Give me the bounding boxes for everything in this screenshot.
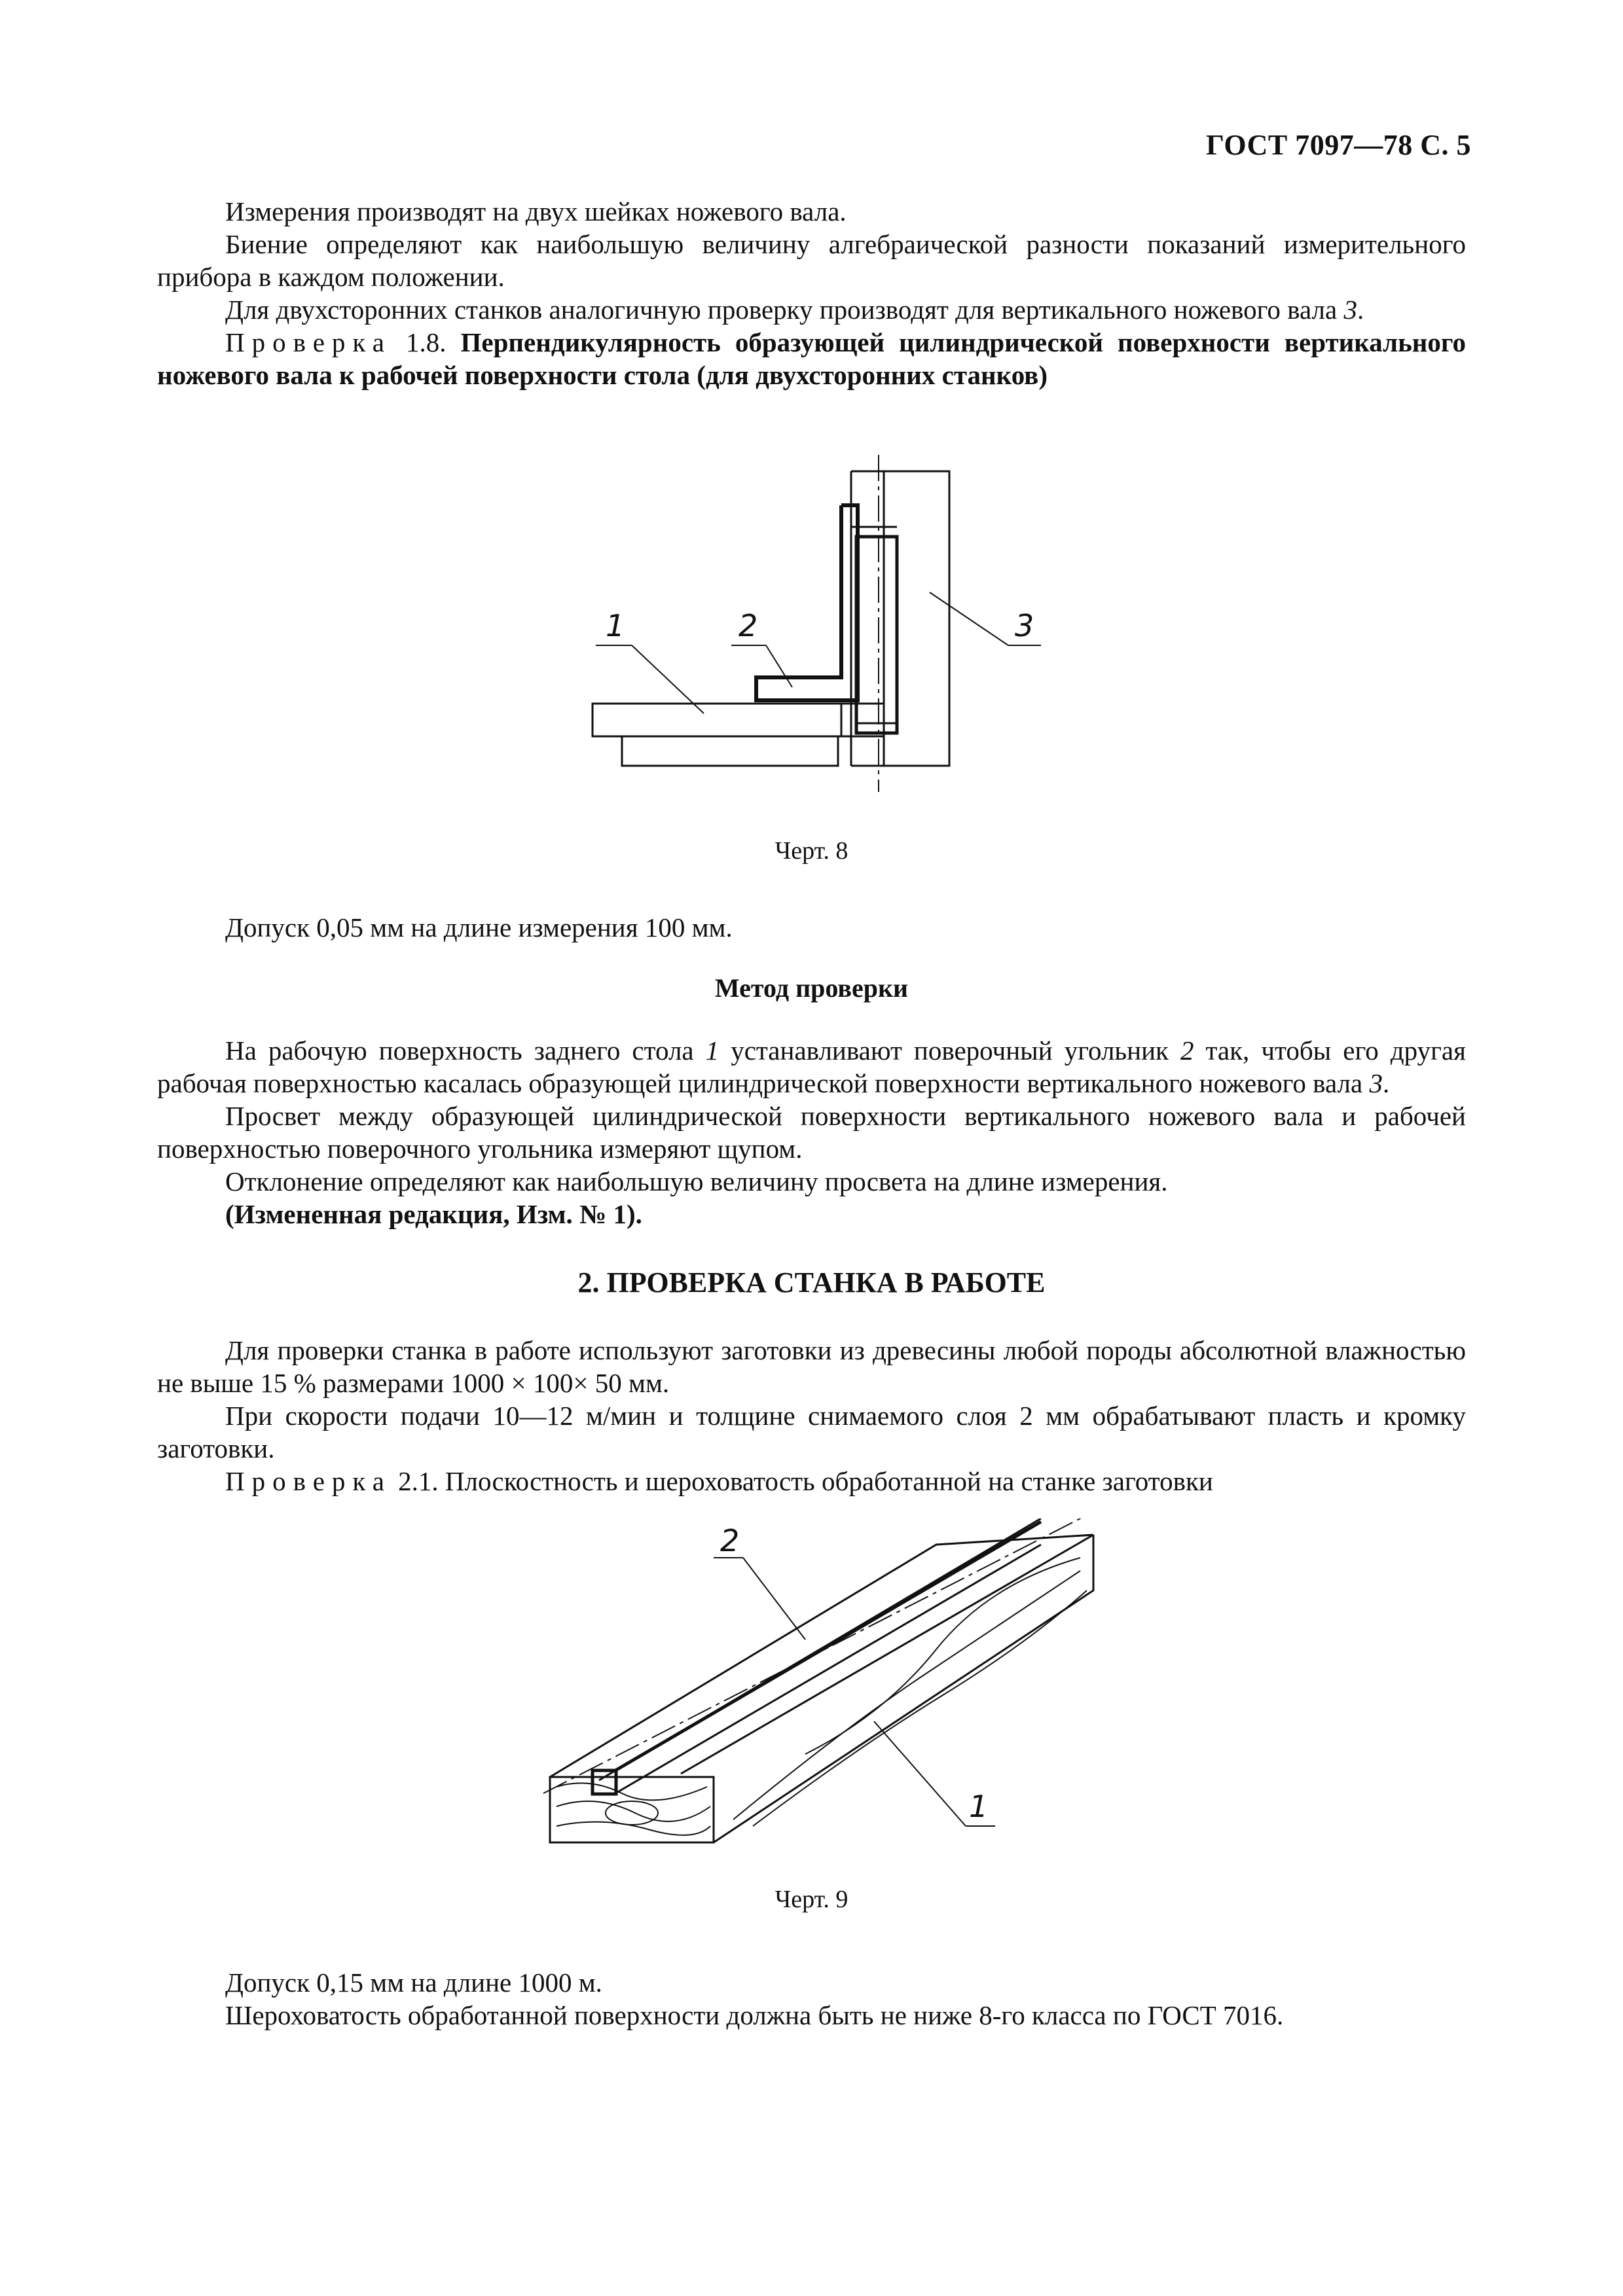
figure-8-drawing: [576, 452, 1074, 805]
check-1-8-heading: Проверка 1.8. Перпендикулярность образующей цилиндрической поверхности вертикального ножевого вала к рабочей поверхности стола (для двухсторонних станков): [157, 327, 1467, 390]
figure-8-label-1: 1: [606, 608, 625, 643]
figure-8-label-3: 3: [1015, 608, 1034, 643]
figure-8-label-2: 2: [739, 608, 758, 643]
roughness-requirement: Шероховатость обработанной поверхности должна быть не ниже 8-го класса по ГОСТ 7016.: [225, 2000, 1284, 2030]
intro-paragraph-1: Измерения производят на двух шейках ножевого вала.: [225, 196, 847, 226]
section-2-block: [157, 1334, 1466, 1498]
figure-9-caption: Черт. 9: [775, 1886, 848, 1913]
page-header: ГОСТ 7097—78 С. 5: [1205, 129, 1471, 161]
figure-9-label-2: 2: [720, 1523, 740, 1558]
method-paragraph-1: На рабочую поверхность заднего стола 1 устанавливают поверочный угольник 2 так, чтобы его другая рабочая поверхностью касалась образующей цилиндрической поверхности вертикального ножевого вала 3.: [157, 1035, 1466, 1098]
tail-block: [157, 1966, 1466, 2032]
intro-paragraph-2: Биение определяют как наибольшую величину алгебраической разности показаний измерительного прибора в каждом положении.: [157, 229, 1466, 292]
method-paragraph-3: Отклонение определяют как наибольшую величину просвета на длине измерения.: [225, 1166, 1168, 1196]
amendment-note: (Измененная редакция, Изм. № 1).: [225, 1199, 642, 1229]
method-paragraph-2: Просвет между образующей цилиндрической поверхности вертикального ножевого вала и рабочей поверхностью поверочного угольника измеряют щупом.: [157, 1101, 1466, 1164]
intro-paragraph-3: Для двухсторонних станков аналогичную проверку производят для вертикального ножевого вала 3.: [225, 295, 1364, 325]
method-title: Метод проверки: [714, 973, 909, 1003]
tolerance-1-8: Допуск 0,05 мм на длине измерения 100 мм.: [225, 912, 733, 942]
intro-block: [157, 195, 1466, 391]
figure-9-drawing: [517, 1518, 1106, 1859]
method-block: [157, 1034, 1466, 1230]
figure-9-label-1: 1: [969, 1789, 989, 1824]
section-2-paragraph-1: Для проверки станка в работе используют заготовки из древесины любой породы абсолютной влажностью не выше 15 % размерами 1000 × 100× 50 мм.: [157, 1335, 1466, 1398]
section-2-title: 2. ПРОВЕРКА СТАНКА В РАБОТЕ: [577, 1266, 1046, 1299]
tolerance-2-1: Допуск 0,15 мм на длине 1000 м.: [225, 1967, 602, 1998]
section-2-paragraph-2: При скорости подачи 10—12 м/мин и толщине снимаемого слоя 2 мм обрабатывают пласть и кромку заготовки.: [157, 1401, 1466, 1463]
check-2-1-heading: Проверка 2.1. Плоскостность и шероховатость обработанной на станке заготовки: [225, 1466, 1213, 1496]
figure-8-caption: Черт. 8: [775, 837, 848, 865]
